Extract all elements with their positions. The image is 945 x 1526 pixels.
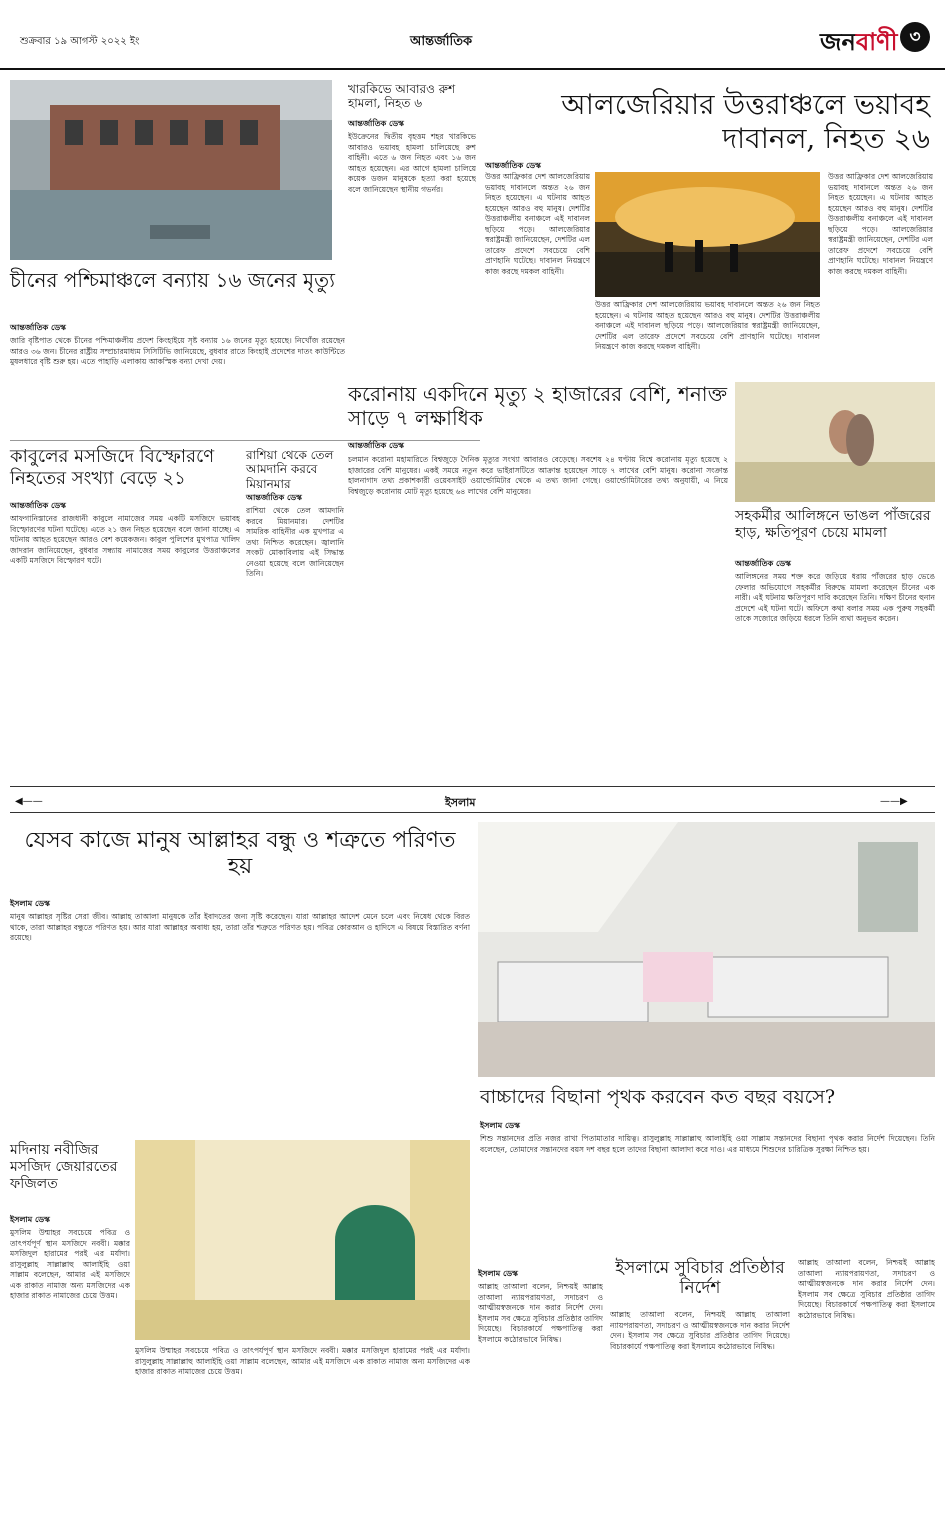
- friend-body: মানুষ আল্লাহর সৃষ্টির সেরা জীব। আল্লাহ তাআলা মানুষকে তাঁর ইবাদতের জন্য সৃষ্টি করেছেন। যারা আল্লাহর আদেশ মেনে চলে এবং নিষেধ থেকে বিরত থাকে, তারা আল্লাহর বন্ধুতে পরিণত হয়। আর যারা আল্লাহর অবাধ্য হয়, তারা তাঁর শত্রুতে পরিণত হয়। পবিত্র কোরআন ও হাদিসে এ বিষয়ে বিস্তারিত বর্ণনা রয়েছে।: [10, 912, 470, 942]
- justice-body-cont: আল্লাহ তাআলা বলেন, নিশ্চয়ই আল্লাহ তাআলা ন্যায়পরায়ণতা, সদাচরণ ও আত্মীয়স্বজনকে দান করার নির্দেশ দেন। ইসলাম সব ক্ষেত্রে সুবিচার প্রতিষ্ঠার তাগিদ দিয়েছে। বিচারকার্যে পক্ষপাতিত্ব করা ইসলামে কঠোরভাবে নিষিদ্ধ।: [610, 1310, 790, 1351]
- friend-byline: ইসলাম ডেস্ক: [10, 899, 50, 908]
- oil-body: রাশিয়া থেকে তেল আমদানি করবে মিয়ানমার। দেশটির সামরিক বাহিনীর এক মুখপাত্র এ তথ্য নিশ্চিত করেছেন। জ্বালানি সংকট মোকাবিলায় এই সিদ্ধান্ত নেওয়া হয়েছে বলে জানিয়েছেন তিনি।: [246, 506, 344, 578]
- justice-byline: ইসলাম ডেস্ক: [478, 1269, 518, 1278]
- kabul-byline: আন্তর্জাতিক ডেস্ক: [10, 501, 66, 510]
- algeria-body-cont-2: উত্তর আফ্রিকার দেশ আলজেরিয়ায় ভয়াবহ দাবানলে অন্তত ২৬ জন নিহত হয়েছেন। এ ঘটনায় আহত হয়েছেন আরও বহু মানুষ। দেশটির উত্তরাঞ্চলীয় বনাঞ্চলে এই দাবানল ছড়িয়ে পড়ে। আলজেরিয়ার স্বরাষ্ট্রমন্ত্রী জানিয়েছেন, দেশটির এল তারেফ প্রদেশে সবচেয়ে বেশি প্রাণহানি ঘটেছে। দাবানল নিয়ন্ত্রণে কাজ করছে দমকল বাহিনী।: [828, 172, 933, 276]
- corona-body: চলমান করোনা মহামারিতে বিশ্বজুড়ে দৈনিক মৃত্যুর সংখ্যা আবারও বেড়েছে। সবশেষ ২৪ ঘণ্টায় বিশ্বে করোনায় মৃত্যু হয়েছে ২ হাজারের বেশি মানুষের। একই সময়ে নতুন করে ভাইরাসটিতে আক্রান্ত হয়েছেন সাড়ে ৭ লাখের বেশি মানুষ। করোনা সংক্রান্ত হালনাগাদ তথ্য প্রকাশকারী ওয়েবসাইট ওয়ার্ল্ডোমিটার থেকে এ তথ্য জানা গেছে। ওয়ার্ল্ডোমিটারের তথ্য অনুযায়ী, এ নিয়ে বিশ্বজুড়ে করোনায় মোট মৃত্যু হয়েছে ৬৪ লাখের বেশি মানুষের।: [348, 455, 728, 496]
- algeria-headline: আলজেরিয়ার উত্তরাঞ্চলে ভয়াবহ দাবানল, নিহত ২৬: [561, 88, 930, 155]
- flood-headline: চীনের পশ্চিমাঞ্চলে বন্যায় ১৬ জনের মৃত্যু: [10, 268, 335, 292]
- madina-byline: ইসলাম ডেস্ক: [10, 1215, 50, 1224]
- flood-byline: আন্তর্জাতিক ডেস্ক: [10, 323, 66, 332]
- header-rule: [0, 68, 945, 70]
- bed-photo: [478, 822, 935, 1077]
- arrow-left-icon: ◀——: [15, 796, 43, 807]
- flood-photo: [10, 80, 332, 260]
- attack-headline: খারকিভে আবারও রুশ হামলা, নিহত ৬: [348, 82, 456, 111]
- hug-photo: [735, 382, 935, 502]
- kabul-headline: কাবুলের মসজিদে বিস্ফোরণে নিহতের সংখ্যা বেড়ে ২১: [10, 446, 215, 489]
- islam-section-top-rule: [10, 786, 935, 787]
- mosque-photo: [135, 1140, 470, 1340]
- page-header: [0, 0, 945, 70]
- corona-byline: আন্তর্জাতিক ডেস্ক: [348, 441, 404, 450]
- page-number-badge: ৩: [900, 22, 930, 52]
- hug-byline: আন্তর্জাতিক ডেস্ক: [735, 559, 791, 568]
- fire-photo: [595, 172, 820, 297]
- algeria-byline: আন্তর্জাতিক ডেস্ক: [485, 161, 541, 170]
- corona-headline: করোনায় একদিনে মৃত্যু ২ হাজারের বেশি, শনাক্ত সাড়ে ৭ লক্ষাধিক: [348, 382, 728, 430]
- section-title: আন্তর্জাতিক: [410, 34, 473, 49]
- masthead-logo: জনবাণী: [820, 28, 898, 56]
- bed-body: শিশু সন্তানদের প্রতি নজর রাখা পিতামাতার দায়িত্ব। রাসুলুল্লাহ সাল্লাল্লাহু আলাইহি ওয়া সাল্লাম সন্তানদের বিছানা পৃথক করার নির্দেশ দিয়েছেন। তিনি বলেছেন, তোমাদের সন্তানদের বয়স দশ বছর হলে তাদের বিছানা আলাদা করে দাও। এর মাধ্যমে শিশুদের চারিত্রিক সুরক্ষা নিশ্চিত হয়।: [480, 1134, 935, 1154]
- madina-body-cont: মুসলিম উম্মাহর সবচেয়ে পবিত্র ও তাৎপর্যপূর্ণ স্থান মসজিদে নববী। মক্কার মসজিদুল হারামের পরই এর মর্যাদা। রাসুলুল্লাহ সাল্লাল্লাহু আলাইহি ওয়া সাল্লাম বলেছেন, আমার এই মসজিদে এক রাকাত নামাজ অন্য মসজিদের এক হাজার রাকাত নামাজের চেয়ে উত্তম।: [135, 1346, 470, 1376]
- wildfire-icon: [595, 172, 820, 297]
- hug-body: আলিঙ্গনের সময় শক্ত করে জড়িয়ে ধরায় পাঁজরের হাড় ভেঙে ফেলার অভিযোগে সহকর্মীর বিরুদ্ধে মামলা করেছেন চীনের এক নারী। এই ঘটনায় ক্ষতিপূরণ দাবি করেছেন তিনি। দক্ষিণ চীনের হুনান প্রদেশে এই ঘটনা ঘটে। অফিসে কথা বলার সময় এক পুরুষ সহকর্মী তাকে সজোরে জড়িয়ে ধরলে তিনি ব্যথা অনুভব করেন।: [735, 572, 935, 623]
- bed-byline: ইসলাম ডেস্ক: [480, 1121, 520, 1130]
- issue-date: শুক্রবার ১৯ আগস্ট ২০২২ ইং: [20, 36, 140, 47]
- flooded-street-icon: [10, 80, 332, 260]
- islam-section-bottom-rule: [10, 812, 935, 813]
- friend-headline: যেসব কাজে মানুষ আল্লাহর বন্ধু ও শত্রুতে পরিণত হয়: [24, 828, 456, 880]
- attack-byline: আন্তর্জাতিক ডেস্ক: [348, 119, 404, 128]
- madina-body: মুসলিম উম্মাহর সবচেয়ে পবিত্র ও তাৎপর্যপূর্ণ স্থান মসজিদে নববী। মক্কার মসজিদুল হারামের পরই এর মর্যাদা। রাসুলুল্লাহ সাল্লাল্লাহু আলাইহি ওয়া সাল্লাম বলেছেন, আমার এই মসজিদে এক রাকাত নামাজ অন্য মসজিদের এক হাজার রাকাত নামাজের চেয়ে উত্তম।: [10, 1228, 130, 1300]
- madina-headline: মদিনায় নবীজির মসজিদ জেয়ারতের ফজিলত: [10, 1142, 118, 1192]
- attack-body: ইউক্রেনের দ্বিতীয় বৃহত্তম শহর খারকিভে আবারও ভয়াবহ হামলা চালিয়েছে রুশ বাহিনী। এতে ৬ জন নিহত এবং ১৬ জন আহত হয়েছেন। এর আগে হামলা চালিয়ে কয়েক ডজন মানুষকে হত্যা করা হয়েছে বলে জানিয়েছেন স্থানীয় গভর্নর।: [348, 132, 476, 194]
- justice-body-cont-2: আল্লাহ তাআলা বলেন, নিশ্চয়ই আল্লাহ তাআলা ন্যায়পরায়ণতা, সদাচরণ ও আত্মীয়স্বজনকে দান করার নির্দেশ দেন। ইসলাম সব ক্ষেত্রে সুবিচার প্রতিষ্ঠার তাগিদ দিয়েছে। বিচারকার্যে পক্ষপাতিত্ব করা ইসলামে কঠোরভাবে নিষিদ্ধ।: [798, 1258, 935, 1320]
- kabul-body: আফগানিস্তানের রাজধানী কাবুলে নামাজের সময় একটি মসজিদে ভয়াবহ বিস্ফোরণের ঘটনা ঘটেছে। এতে ২১ জন নিহত হয়েছেন বলে জানা যাচ্ছে। এ ঘটনায় আহত হয়েছেন আরও বেশ কয়েকজন। কাবুল পুলিশের মুখপাত্র খালিদ জাদরান জানিয়েছেন, বুধবার সন্ধ্যায় নামাজের সময় কাবুলের উত্তরাঞ্চলের একটি মসজিদে বিস্ফোরণ ঘটে।: [10, 514, 240, 565]
- hug-headline: সহকর্মীর আলিঙ্গনে ভাঙল পাঁজরের হাড়, ক্ষতিপূরণ চেয়ে মামলা: [735, 508, 931, 541]
- justice-body: আল্লাহ তাআলা বলেন, নিশ্চয়ই আল্লাহ তাআলা ন্যায়পরায়ণতা, সদাচরণ ও আত্মীয়স্বজনকে দান করার নির্দেশ দেন। ইসলাম সব ক্ষেত্রে সুবিচার প্রতিষ্ঠার তাগিদ দিয়েছে। বিচারকার্যে পক্ষপাতিত্ব করা ইসলামে কঠোরভাবে নিষিদ্ধ।: [478, 1282, 603, 1344]
- algeria-body-cont: উত্তর আফ্রিকার দেশ আলজেরিয়ায় ভয়াবহ দাবানলে অন্তত ২৬ জন নিহত হয়েছেন। এ ঘটনায় আহত হয়েছেন আরও বহু মানুষ। দেশটির উত্তরাঞ্চলীয় বনাঞ্চলে এই দাবানল ছড়িয়ে পড়ে। আলজেরিয়ার স্বরাষ্ট্রমন্ত্রী জানিয়েছেন, দেশটির এল তারেফ প্রদেশে সবচেয়ে বেশি প্রাণহানি ঘটেছে। দাবানল নিয়ন্ত্রণে কাজ করছে দমকল বাহিনী।: [595, 300, 820, 351]
- people-hugging-icon: [735, 382, 935, 502]
- arrow-right-icon: ——▶: [880, 796, 908, 807]
- algeria-body: উত্তর আফ্রিকার দেশ আলজেরিয়ায় ভয়াবহ দাবানলে অন্তত ২৬ জন নিহত হয়েছেন। এ ঘটনায় আহত হয়েছেন আরও বহু মানুষ। দেশটির উত্তরাঞ্চলীয় বনাঞ্চলে এই দাবানল ছড়িয়ে পড়ে। আলজেরিয়ার স্বরাষ্ট্রমন্ত্রী জানিয়েছেন, দেশটির এল তারেফ প্রদেশে সবচেয়ে বেশি প্রাণহানি ঘটেছে। দাবানল নিয়ন্ত্রণে কাজ করছে দমকল বাহিনী।: [485, 172, 590, 276]
- flood-body: জারি বৃষ্টিপাত থেকে চীনের পশ্চিমাঞ্চলীয় প্রদেশ কিংহাইয়ে সৃষ্ট বন্যায় ১৬ জনের মৃত্যু হয়েছে। নিখোঁজ রয়েছেন আরও ৩৬ জন। চীনের রাষ্ট্রীয় সম্প্রচারমাধ্যম সিসিটিভি জানিয়েছে, বুধবার রাতে কিংহাই প্রদেশের দাতং কাউন্টিতে মুষলধারে বৃষ্টি শুরু হয়। এতে পাহাড়ি এলাকায় আকস্মিক বন্যা দেখা দেয়।: [10, 336, 345, 366]
- green-dome-mosque-icon: [135, 1140, 470, 1340]
- bed-headline: বাচ্চাদের বিছানা পৃথক করবেন কত বছর বয়সে?: [480, 1086, 836, 1108]
- divider: [10, 440, 480, 441]
- islam-section-label: ইসলাম: [445, 796, 476, 809]
- justice-headline: ইসলামে সুবিচার প্রতিষ্ঠার নির্দেশ: [615, 1258, 785, 1299]
- kids-bedroom-icon: [478, 822, 935, 1077]
- oil-byline: আন্তর্জাতিক ডেস্ক: [246, 493, 302, 502]
- oil-headline: রাশিয়া থেকে তেল আমদানি করবে মিয়ানমার: [246, 448, 334, 491]
